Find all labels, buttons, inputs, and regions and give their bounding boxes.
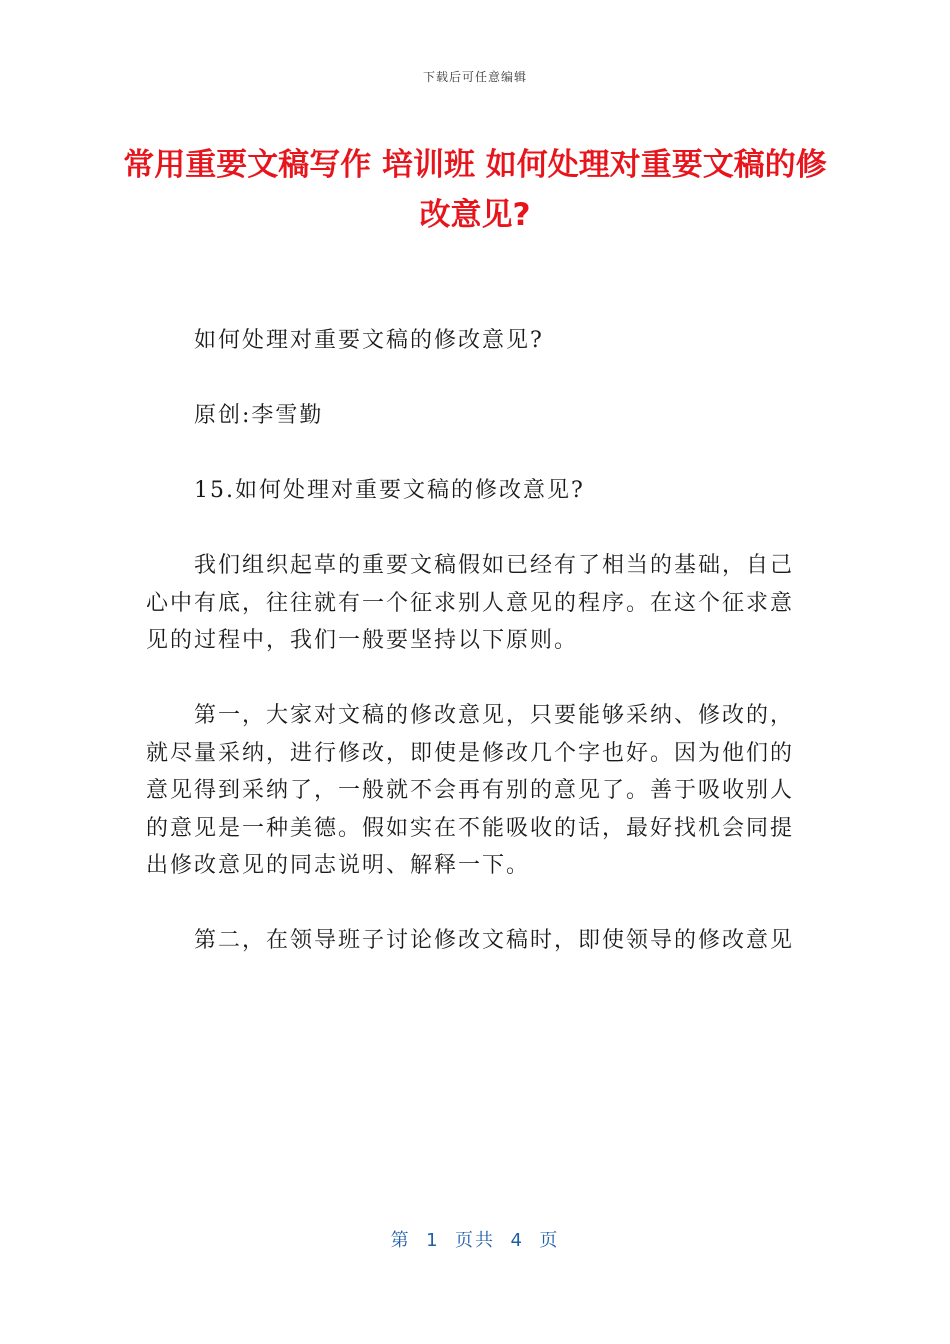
paragraph: 第一，大家对文稿的修改意见，只要能够采纳、修改的，就尽量采纳，进行修改，即使是修改几个字也好。因为他们的意见得到采纳了，一般就不会再有别的意见了。善于吸收别人的意见是一种美德。假如实在不能吸收的话，最好找机会同提出修改意见的同志说明、解释一下。	[146, 703, 795, 878]
page-footer	[0, 1226, 950, 1252]
header-note: 下载后可任意编辑	[422, 70, 527, 84]
document-title: 常用重要文稿写作 培训班 如何处理对重要文稿的修改意见?	[123, 147, 827, 233]
paragraph: 我们组织起草的重要文稿假如已经有了相当的基础，自己心中有底，往往就有一个征求别人意见的程序。在这个征求意见的过程中，我们一般要坚持以下原则。	[146, 553, 795, 653]
paragraph: 第二，在领导班子讨论修改文稿时，即使领导的修改意见	[194, 928, 795, 953]
paragraph: 15.如何处理对重要文稿的修改意见?	[194, 478, 585, 503]
paragraph: 如何处理对重要文稿的修改意见?	[194, 328, 544, 353]
document-body	[146, 322, 796, 997]
page-number-label: 第 1 页共 4 页	[390, 1230, 560, 1251]
paragraph: 原创:李雪勤	[194, 403, 324, 428]
